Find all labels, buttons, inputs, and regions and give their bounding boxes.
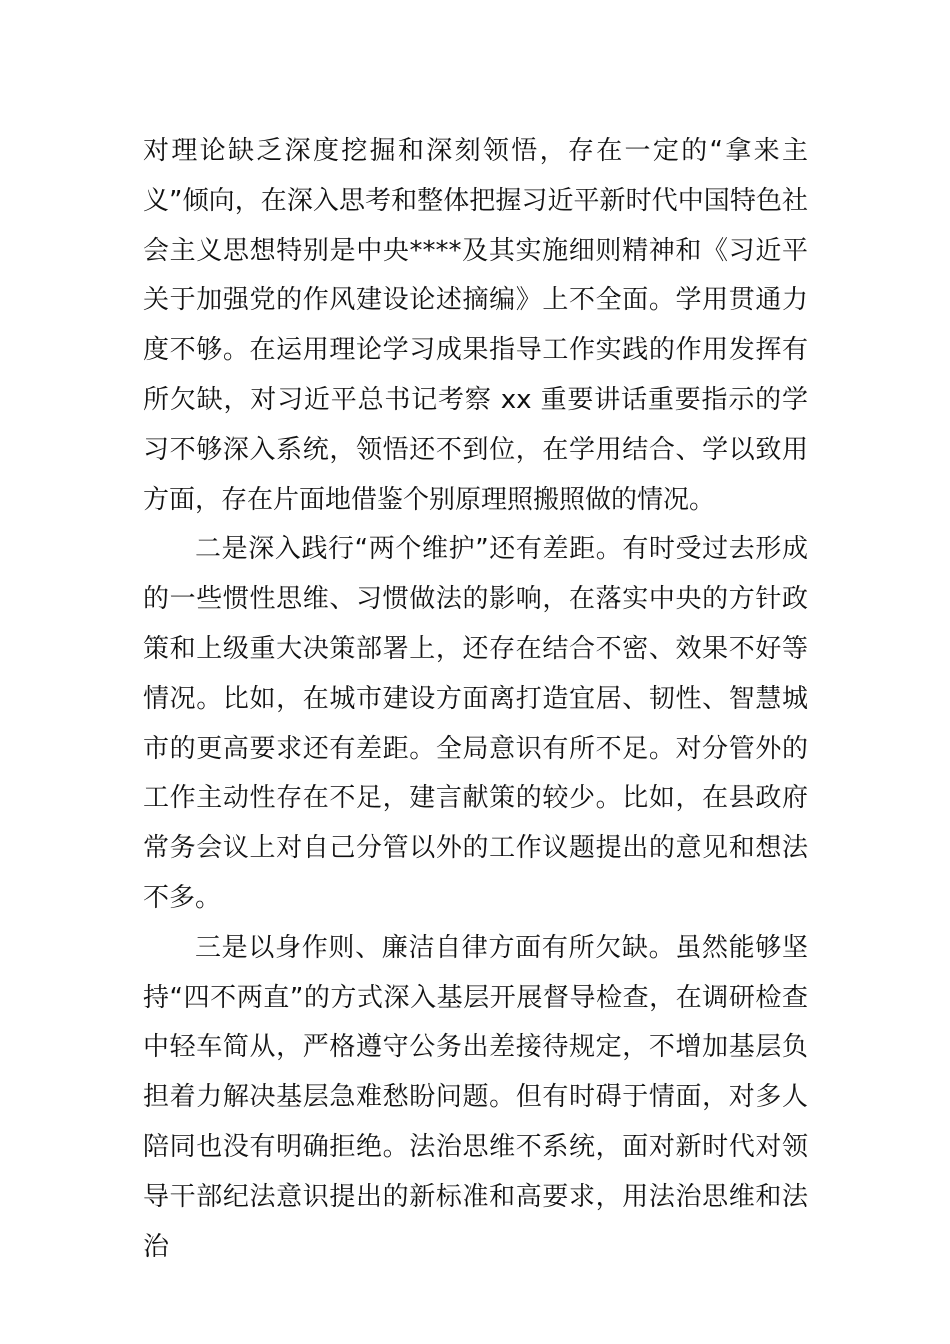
document-body [143,127,808,1272]
paragraph-2: 二是深入践行“两个维护”还有差距。有时受过去形成的一些惯性思维、习惯做法的影响，在落实中央的方针政策和上级重大决策部署上，还存在结合不密、效果不好等情况。比如，在城市建设方面离打造宜居、韧性、智慧城市的更高要求还有差距。全局意识有所不足。对分管外的工作主动性存在不足，建言献策的较少。比如，在县政府常务会议上对自己分管以外的工作议题提出的意见和想法不多。 [143,534,808,913]
paragraph-3: 三是以身作则、廉洁自律方面有所欠缺。虽然能够坚持“四不两直”的方式深入基层开展督导检查，在调研检查中轻车简从，严格遵守公务出差接待规定，不增加基层负担着力解决基层急难愁盼问题。但有时碍于情面，对多人陪同也没有明确拒绝。法治思维不系统，面对新时代对领导干部纪法意识提出的新标准和高要求，用法治思维和法治 [143,932,808,1262]
paragraph-1: 对理论缺乏深度挖掘和深刻领悟，存在一定的“拿来主义”倾向，在深入思考和整体把握习近平新时代中国特色社会主义思想特别是中央****及其实施细则精神和《习近平关于加强党的作风建设论述摘编》上不全面。学用贯通力度不够。在运用理论学习成果指导工作实践的作用发挥有所欠缺，对习近平总书记考察 xx 重要讲话重要指示的学习不够深入系统，领悟还不到位，在学用结合、学以致用方面，存在片面地借鉴个别原理照搬照做的情况。 [143,136,808,515]
